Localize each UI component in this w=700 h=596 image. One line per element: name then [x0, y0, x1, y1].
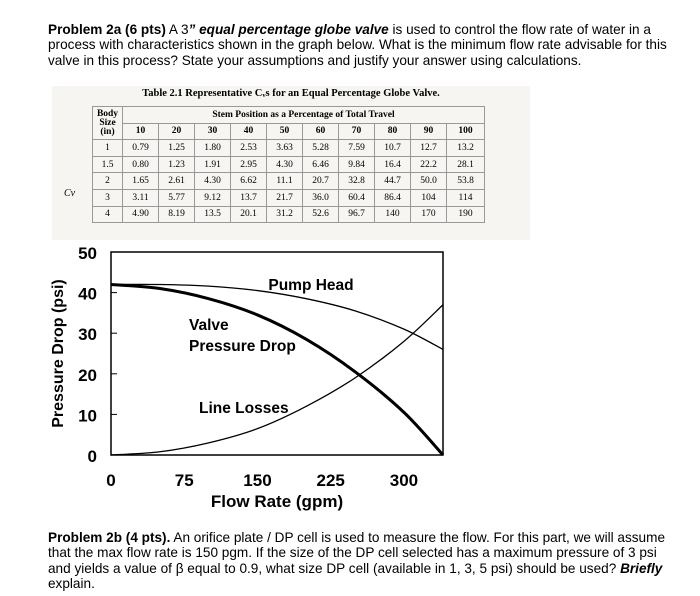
- y-tick-label: 0: [87, 447, 97, 466]
- cv-value-cell: 50.0: [411, 173, 447, 190]
- cv-value-cell: 2.53: [231, 140, 267, 157]
- series-line-2: [111, 284, 443, 455]
- table-row: [93, 206, 485, 223]
- cv-value-cell: 53.8: [447, 173, 485, 190]
- cv-value-cell: 10.7: [375, 140, 411, 157]
- column-header-40: 40: [231, 123, 267, 140]
- table-caption: Table 2.1 Representative Cᵥs for an Equal Percentage Globe Valve.: [142, 88, 440, 99]
- problem-2a-text: [48, 22, 668, 68]
- cv-value-cell: 52.6: [303, 206, 339, 223]
- problem-2a-lead: Problem 2a (6 pts): [48, 22, 166, 37]
- cv-value-cell: 44.7: [375, 173, 411, 190]
- annotation-label: Valve: [189, 317, 229, 334]
- body-size-header-line2: Size: [99, 117, 116, 128]
- x-tick-label: 150: [243, 471, 272, 490]
- x-tick-label: 225: [316, 471, 345, 490]
- cv-value-cell: 0.80: [123, 156, 159, 173]
- cv-value-cell: 104: [411, 189, 447, 206]
- cv-value-cell: 7.59: [339, 140, 375, 157]
- problem-2b-emphasis: Briefly: [620, 560, 663, 576]
- cv-value-cell: 31.2: [267, 206, 303, 223]
- annotation-label: Line Losses: [199, 400, 289, 417]
- column-header-100: 100: [447, 123, 485, 140]
- problem-2b-part1: An orifice plate / DP cell is used to measure the flow. For this part, we will assume that the max flow rate is 150 pgm. If the size of the DP cell selected has a maximum pressure of 3 psi and yields a value of β equal to 0.9, what size DP cell (available in 1, 3, 5 psi) should be used?: [48, 530, 665, 576]
- table-row: [93, 156, 485, 173]
- problem-2a-part1: A 3: [165, 22, 189, 37]
- body-size-header: [93, 107, 123, 140]
- cv-value-cell: 21.7: [267, 189, 303, 206]
- body-size-header-line1: Body: [96, 108, 119, 119]
- cv-value-cell: 6.62: [231, 173, 267, 190]
- cv-value-cell: 16.4: [375, 156, 411, 173]
- cv-value-cell: 9.84: [339, 156, 375, 173]
- cv-value-cell: 1.25: [159, 140, 195, 157]
- cv-value-cell: 96.7: [339, 206, 375, 223]
- table-row: [93, 189, 485, 206]
- x-tick-label: 300: [389, 471, 419, 490]
- cv-value-cell: 190: [447, 206, 485, 223]
- cv-value-cell: 13.5: [195, 206, 231, 223]
- y-tick-label: 20: [78, 365, 97, 385]
- column-header-10: 10: [123, 123, 159, 140]
- annotation-label: Pressure Drop: [189, 338, 296, 355]
- cv-value-cell: 6.46: [303, 156, 339, 173]
- column-header-50: 50: [267, 123, 303, 140]
- cv-value-cell: 5.28: [303, 140, 339, 157]
- cv-value-cell: 1.91: [195, 156, 231, 173]
- y-tick-label: 50: [78, 244, 97, 263]
- table-row: [93, 140, 485, 157]
- cv-value-cell: 8.19: [159, 206, 195, 223]
- cv-value-cell: 1.23: [159, 156, 195, 173]
- body-size-cell: 1.5: [93, 156, 123, 173]
- body-size-cell: 2: [93, 173, 123, 190]
- cv-symbol: Cv: [64, 188, 76, 199]
- problem-2a-emphasis: ” equal percentage globe valve: [188, 22, 389, 37]
- y-axis-label: Pressure Drop (psi): [50, 279, 67, 428]
- problem-2b-lead: Problem 2b (4 pts).: [48, 530, 171, 545]
- table-row: [93, 173, 485, 190]
- cv-table: [92, 106, 485, 223]
- x-tick-label: 0: [106, 471, 116, 490]
- cv-value-cell: 13.2: [447, 140, 485, 157]
- problem-2b-text: [48, 530, 668, 592]
- y-tick-label: 40: [78, 284, 97, 304]
- cv-value-cell: 28.1: [447, 156, 485, 173]
- x-axis-label: Flow Rate (gpm): [210, 492, 344, 511]
- column-header-20: 20: [159, 123, 195, 140]
- x-tick-label: 75: [174, 471, 194, 490]
- cv-table-image: [52, 86, 530, 240]
- cv-value-cell: 114: [447, 189, 485, 206]
- cv-value-cell: 2.61: [159, 173, 195, 190]
- cv-value-cell: 0.79: [123, 140, 159, 157]
- pressure-flow-chart: [0, 240, 700, 540]
- body-size-cell: 4: [93, 206, 123, 223]
- cv-value-cell: 5.77: [159, 189, 195, 206]
- cv-value-cell: 1.80: [195, 140, 231, 157]
- cv-value-cell: 60.4: [339, 189, 375, 206]
- body-size-cell: 3: [93, 189, 123, 206]
- column-header-row: [93, 123, 485, 140]
- column-header-60: 60: [303, 123, 339, 140]
- cv-value-cell: 3.11: [123, 189, 159, 206]
- column-header-80: 80: [375, 123, 411, 140]
- cv-value-cell: 11.1: [267, 173, 303, 190]
- cv-value-cell: 4.90: [123, 206, 159, 223]
- y-tick-label: 10: [78, 406, 97, 426]
- cv-value-cell: 4.30: [195, 173, 231, 190]
- annotation-label: Pump Head: [268, 277, 354, 294]
- cv-value-cell: 13.7: [231, 189, 267, 206]
- cv-value-cell: 36.0: [303, 189, 339, 206]
- problem-2a-part2: is used to control the flow rate of water in a process with characteristics shown in the graph below. What is the minimum flow rate advisable for this valve in this process? State your assumptions and justify your answer using calculations.: [48, 22, 667, 68]
- column-header-70: 70: [339, 123, 375, 140]
- series-line-3: [111, 305, 443, 455]
- cv-value-cell: 140: [375, 206, 411, 223]
- cv-value-cell: 32.8: [339, 173, 375, 190]
- body-size-header-line3: (in): [100, 126, 115, 137]
- cv-value-cell: 4.30: [267, 156, 303, 173]
- column-header-90: 90: [411, 123, 447, 140]
- stem-position-header: Stem Position as a Percentage of Total Travel: [123, 107, 485, 124]
- cv-value-cell: 20.1: [231, 206, 267, 223]
- problem-2b-part2: explain.: [48, 576, 95, 592]
- cv-value-cell: 3.63: [267, 140, 303, 157]
- cv-value-cell: 22.2: [411, 156, 447, 173]
- cv-value-cell: 86.4: [375, 189, 411, 206]
- cv-value-cell: 20.7: [303, 173, 339, 190]
- cv-value-cell: 12.7: [411, 140, 447, 157]
- cv-value-cell: 9.12: [195, 189, 231, 206]
- body-size-cell: 1: [93, 140, 123, 157]
- cv-value-cell: 170: [411, 206, 447, 223]
- cv-value-cell: 1.65: [123, 173, 159, 190]
- cv-value-cell: 2.95: [231, 156, 267, 173]
- y-tick-label: 30: [78, 325, 97, 345]
- column-header-30: 30: [195, 123, 231, 140]
